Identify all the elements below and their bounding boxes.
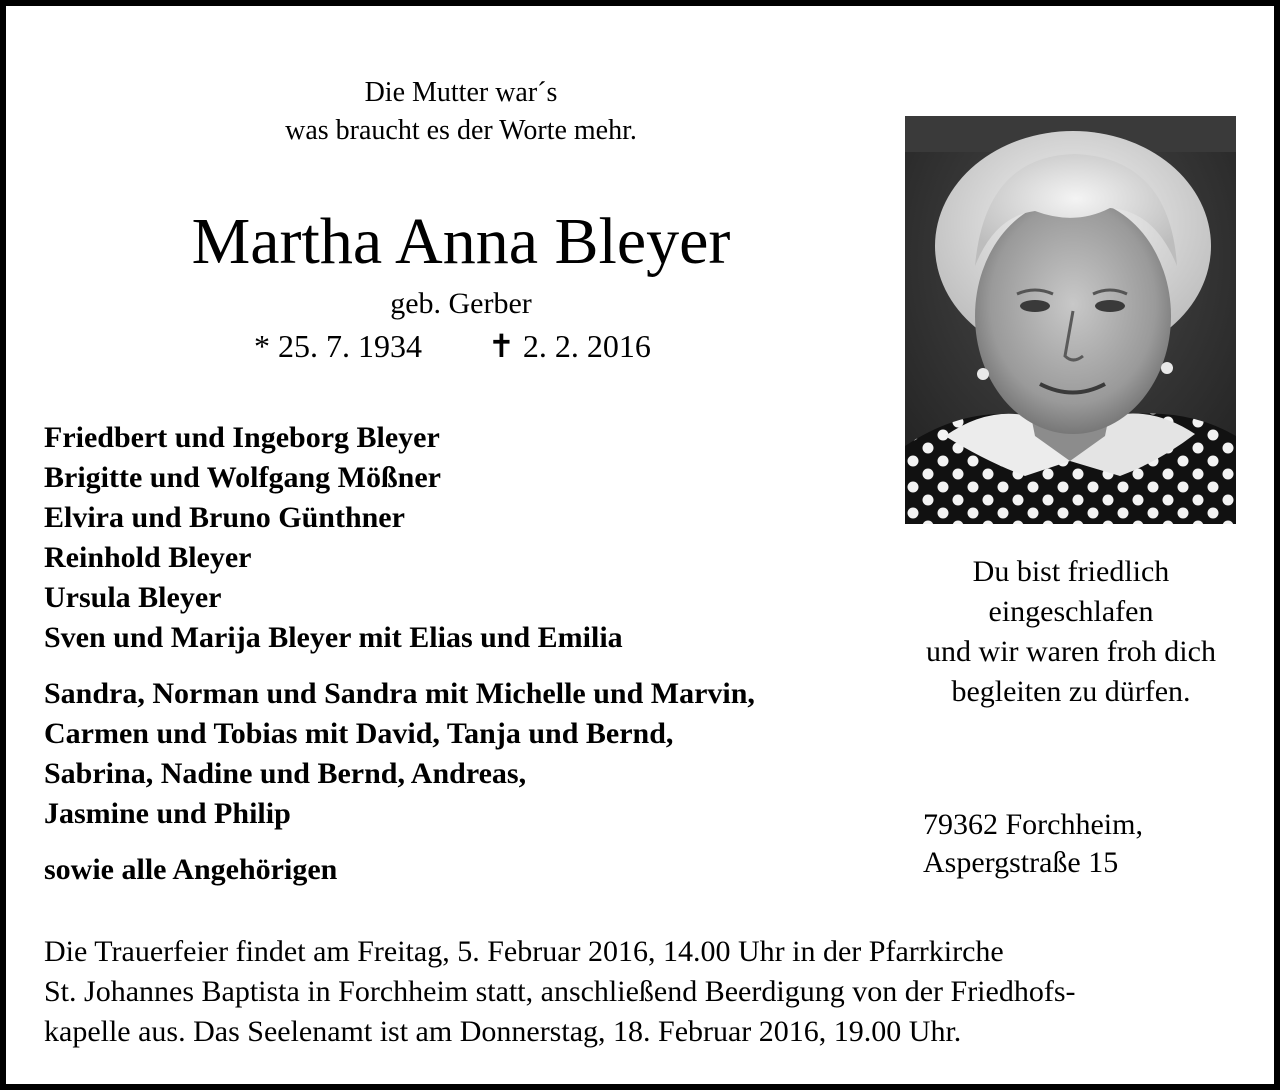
funeral-details (44, 932, 1075, 1052)
poem-line: und wir waren froh dich (926, 635, 1216, 668)
mourners-list (44, 418, 623, 658)
funeral-line: Die Trauerfeier findet am Freitag, 5. Februar 2016, 14.00 Uhr in der Pfarrkirche (44, 935, 1004, 968)
relatives-line: sowie alle Angehörigen (44, 853, 338, 886)
address-line-2: Aspergstraße 15 (923, 846, 1119, 879)
funeral-line: kapelle aus. Das Seelenamt ist am Donnerstag, 18. Februar 2016, 19.00 Uhr. (44, 1015, 962, 1048)
portrait-photo-icon (905, 116, 1236, 524)
portrait-photo (905, 116, 1236, 524)
mourner-line: Ursula Bleyer (44, 581, 222, 614)
maiden-name: geb. Gerber (390, 287, 532, 320)
motto (156, 74, 766, 150)
motto-line-2: was braucht es der Worte mehr. (285, 115, 637, 146)
funeral-line: St. Johannes Baptista in Forchheim statt, anschließend Beerdigung von der Friedhofs- (44, 975, 1076, 1008)
grandchildren-line: Sabrina, Nadine und Bernd, Andreas, (44, 757, 527, 790)
death-date: ✝ 2. 2. 2016 (488, 328, 651, 364)
poem-line: begleiten zu dürfen. (951, 675, 1191, 708)
grandchildren-line: Jasmine und Philip (44, 797, 291, 830)
poem-line: eingeschlafen (988, 595, 1154, 628)
mourner-line: Friedbert und Ingeborg Bleyer (44, 421, 440, 454)
grandchildren-line: Sandra, Norman und Sandra mit Michelle und Marvin, (44, 677, 755, 710)
address-line-1: 79362 Forchheim, (923, 808, 1143, 841)
deceased-name: Martha Anna Bleyer (191, 205, 731, 278)
grandchildren-line: Carmen und Tobias mit David, Tanja und Bernd, (44, 717, 674, 750)
mourner-line: Sven und Marija Bleyer mit Elias und Emilia (44, 621, 623, 654)
memorial-poem (886, 552, 1256, 712)
poem-line: Du bist friedlich (972, 555, 1170, 588)
grandchildren-list (44, 674, 755, 834)
mourner-line: Elvira und Bruno Günthner (44, 501, 405, 534)
mourner-line: Reinhold Bleyer (44, 541, 252, 574)
motto-line-1: Die Mutter war´s (364, 77, 558, 108)
mourner-line: Brigitte und Wolfgang Mößner (44, 461, 441, 494)
life-dates (254, 326, 651, 366)
birth-date: * 25. 7. 1934 (254, 328, 422, 364)
family-address (923, 806, 1143, 882)
